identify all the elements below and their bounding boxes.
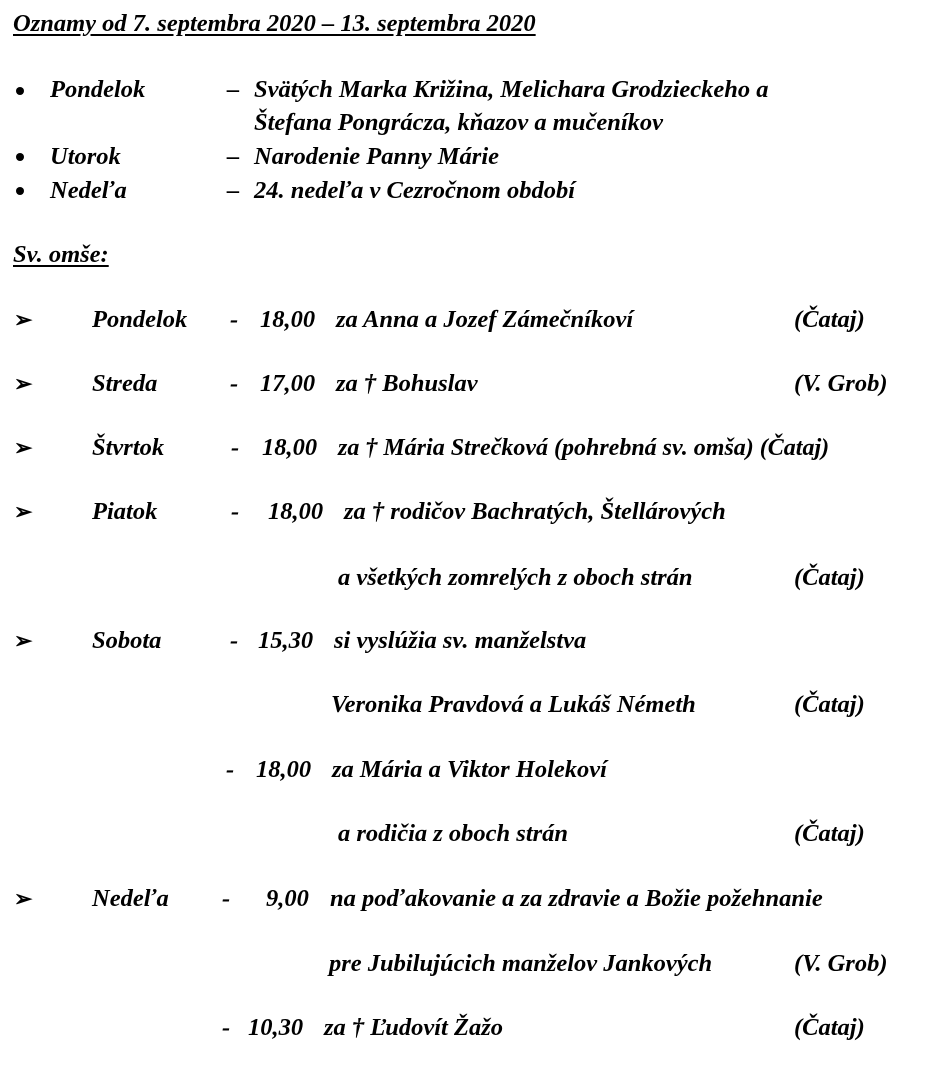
mass-intention: za † Mária Strečková (pohrebná sv. omša) (Čataj) [338,435,830,461]
mass-place: (V. Grob) [794,370,888,397]
mass-place: (Čataj) [794,820,865,847]
mass-place: (V. Grob) [794,950,888,977]
arrow-bullet-icon: ➢ [14,371,33,396]
feast-dash: – [227,177,240,204]
mass-place: (Čataj) [794,691,865,718]
mass-time: 15,30 [258,627,314,654]
bullet-icon [16,153,24,161]
mass-place: (Čataj) [794,564,865,591]
feast-day: Pondelok [50,76,146,103]
mass-intention: za † Ľudovít Žažo [324,1014,503,1041]
feast-dash: – [227,76,240,103]
mass-intention: na poďakovanie a za zdravie a Božie požehnanie [330,885,823,912]
mass-intention-continued: Veronika Pravdová a Lukáš Németh [331,691,696,718]
arrow-bullet-icon: ➢ [14,886,33,911]
mass-day: Pondelok [92,306,188,333]
feast-text: Narodenie Panny Márie [254,143,499,170]
feast-text: 24. nedeľa v Cezročnom období [254,177,576,204]
bullet-icon [16,87,24,95]
page-title: Oznamy od 7. septembra 2020 – 13. septembra 2020 [13,10,536,37]
feast-text: Svätých Marka Križina, Melichara Grodzieckeho a [254,76,769,103]
mass-day: Streda [92,370,158,397]
mass-place: (Čataj) [794,1014,865,1041]
mass-intention: za † Bohuslav [336,370,478,397]
feast-text-continued: Štefana Pongrácza, kňazov a mučeníkov [254,109,664,136]
feast-day: Utorok [50,143,121,170]
mass-dash: - [231,434,240,461]
mass-dash: - [226,756,235,783]
mass-time: 18,00 [256,756,312,783]
mass-time: 17,00 [260,370,316,397]
arrow-bullet-icon: ➢ [14,307,33,332]
arrow-bullet-icon: ➢ [14,628,33,653]
feast-day: Nedeľa [50,177,127,204]
mass-dash: - [222,885,231,912]
mass-time: 10,30 [248,1014,304,1041]
mass-dash: - [230,306,239,333]
mass-intention-continued: a rodičia z oboch strán [338,820,569,847]
mass-time: 18,00 [268,498,324,525]
mass-intention-continued: pre Jubilujúcich manželov Jankových [329,950,713,977]
mass-dash: - [230,370,239,397]
mass-intention: za † rodičov Bachratých, Štellárových [344,498,726,525]
mass-intention: za Anna a Jozef Zámečníkoví [336,306,634,333]
feast-dash: – [227,143,240,170]
mass-dash: - [231,498,240,525]
mass-day: Štvrtok [92,434,165,461]
mass-day: Piatok [92,498,158,525]
arrow-bullet-icon: ➢ [14,499,33,524]
mass-dash: - [230,627,239,654]
arrow-bullet-icon: ➢ [14,435,33,460]
bullet-icon [16,187,24,195]
mass-day: Nedeľa [92,885,169,912]
mass-day: Sobota [92,627,162,654]
mass-time: 18,00 [262,434,318,461]
mass-time: 18,00 [260,306,316,333]
mass-dash: - [222,1014,231,1041]
mass-intention-continued: a všetkých zomrelých z oboch strán [338,564,693,591]
mass-time: 9,00 [266,885,309,912]
mass-intention: si vyslúžia sv. manželstva [334,627,587,654]
mass-intention: za Mária a Viktor Holekoví [332,756,607,783]
masses-heading: Sv. omše: [13,241,109,268]
mass-place: (Čataj) [794,306,865,333]
